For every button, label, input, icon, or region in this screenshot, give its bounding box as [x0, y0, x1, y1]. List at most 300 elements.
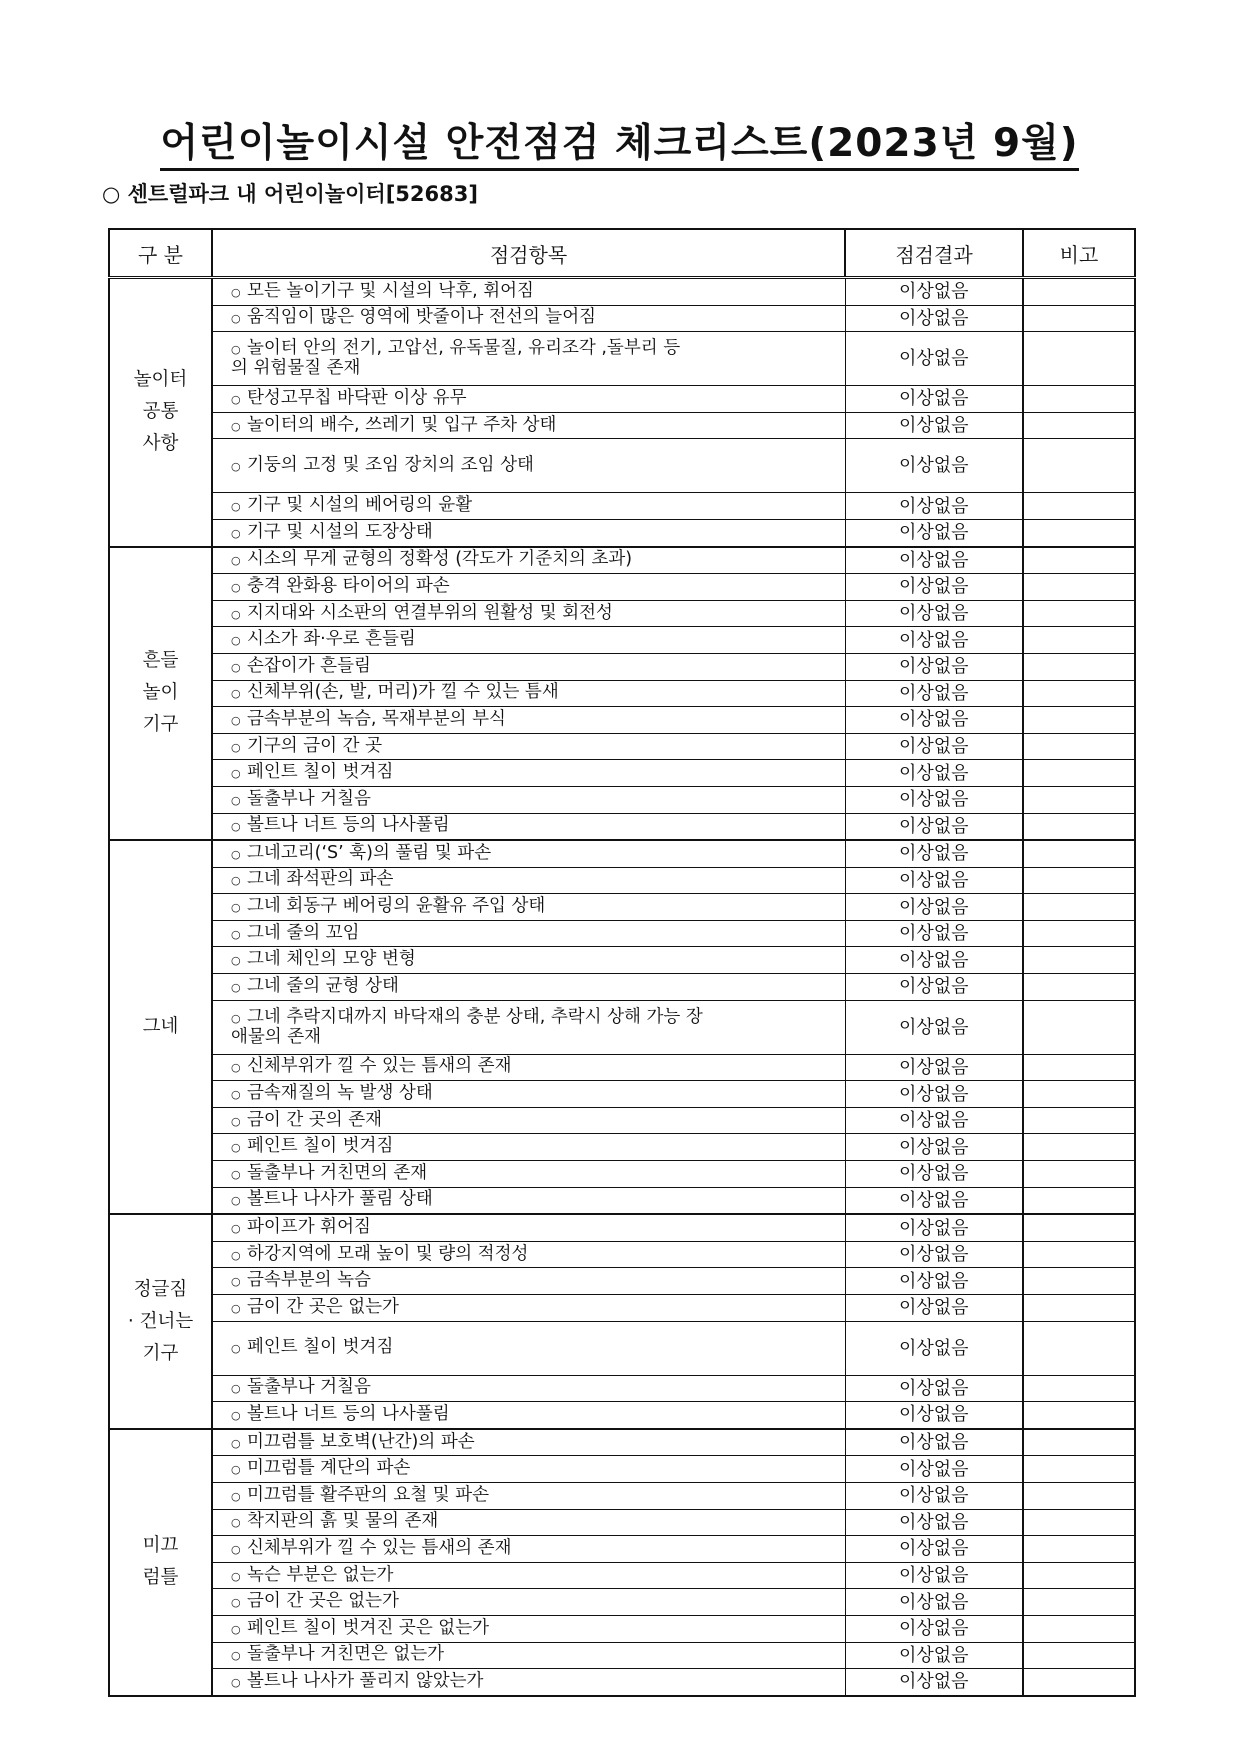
check-item-text: 미끄럼틀 계단의 파손 [247, 1458, 411, 1479]
check-item-text: 볼트나 너트 등의 나사풀림 [247, 1403, 450, 1424]
bullet-icon: ○ [231, 343, 241, 357]
result-cell: 이상없음 [845, 1321, 1023, 1375]
check-item-cell [212, 947, 845, 974]
check-item-cell [212, 305, 845, 332]
table-row [109, 574, 1135, 601]
note-cell [1023, 680, 1135, 707]
table-row [109, 493, 1135, 520]
note-cell [1023, 1562, 1135, 1589]
check-item-cell [212, 786, 845, 813]
result-cell: 이상없음 [845, 1642, 1023, 1669]
check-item-cell [212, 1187, 845, 1214]
bullet-icon: ○ [231, 526, 241, 540]
document-title-wrap [0, 112, 1239, 168]
bullet-icon: ○ [231, 1569, 241, 1583]
check-item-text: 볼트나 나사가 풀림 상태 [247, 1189, 433, 1210]
check-item-text: 지지대와 시소판의 연결부위의 원활성 및 회전성 [247, 602, 613, 623]
result-cell: 이상없음 [845, 1107, 1023, 1134]
table-row [109, 680, 1135, 707]
note-cell [1023, 707, 1135, 734]
check-item-text: 하강지역에 모래 높이 및 량의 적정성 [247, 1243, 529, 1264]
check-item-cell [212, 332, 845, 386]
note-cell [1023, 1456, 1135, 1483]
result-cell: 이상없음 [845, 519, 1023, 546]
check-item-cell [212, 920, 845, 947]
check-item-text: 금속부분의 녹슴, 목재부분의 부식 [247, 708, 506, 729]
bullet-icon: ○ [231, 1622, 241, 1636]
check-item-text: 신체부위(손, 발, 머리)가 낄 수 있는 틈새 [247, 682, 559, 703]
table-row [109, 1000, 1135, 1054]
result-cell: 이상없음 [845, 1295, 1023, 1322]
bullet-icon: ○ [231, 500, 241, 514]
result-cell: 이상없음 [845, 1429, 1023, 1456]
check-item-cell [212, 1642, 845, 1669]
check-item-cell [212, 813, 845, 840]
result-cell: 이상없음 [845, 840, 1023, 867]
check-item-cell [212, 1669, 845, 1696]
check-item-cell [212, 1268, 845, 1295]
bullet-icon: ○ [231, 847, 241, 861]
table-row [109, 1429, 1135, 1456]
check-item-cell [212, 547, 845, 574]
table-row [109, 1268, 1135, 1295]
bullet-icon: ○ [231, 767, 241, 781]
bullet-icon: ○ [231, 1542, 241, 1556]
bullet-icon: ○ [231, 687, 241, 701]
check-item-cell [212, 1000, 845, 1054]
note-cell [1023, 867, 1135, 894]
check-item-text: 충격 완화용 타이어의 파손 [247, 575, 450, 596]
check-item-text: 볼트나 너트 등의 나사풀림 [247, 815, 450, 836]
table-row [109, 1615, 1135, 1642]
table-row [109, 1295, 1135, 1322]
result-cell: 이상없음 [845, 760, 1023, 787]
note-cell [1023, 627, 1135, 654]
note-cell [1023, 947, 1135, 974]
check-item-cell [212, 627, 845, 654]
check-item-text: 볼트나 나사가 풀리지 않았는가 [247, 1670, 484, 1691]
header-note: 비고 [1023, 229, 1135, 278]
check-item-text: 페인트 칠이 벗겨짐 [247, 1136, 394, 1157]
table-row [109, 1375, 1135, 1402]
check-item-text: 놀이터의 배수, 쓰레기 및 입구 주차 상태 [247, 414, 557, 435]
note-cell [1023, 1482, 1135, 1509]
table-row [109, 1134, 1135, 1161]
table-row [109, 1482, 1135, 1509]
check-item-cell [212, 707, 845, 734]
check-item-cell [212, 1536, 845, 1563]
checklist-body [109, 278, 1135, 1696]
note-cell [1023, 1107, 1135, 1134]
table-row [109, 707, 1135, 734]
result-cell: 이상없음 [845, 1562, 1023, 1589]
check-item-text: 움직임이 많은 영역에 밧줄이나 전선의 늘어짐 [247, 307, 597, 328]
check-item-cell [212, 974, 845, 1001]
note-cell [1023, 1402, 1135, 1429]
result-cell: 이상없음 [845, 947, 1023, 974]
check-item-cell [212, 867, 845, 894]
check-item-cell [212, 519, 845, 546]
result-cell: 이상없음 [845, 412, 1023, 439]
result-cell: 이상없음 [845, 1669, 1023, 1696]
check-item-cell [212, 733, 845, 760]
note-cell [1023, 974, 1135, 1001]
table-row [109, 1241, 1135, 1268]
table-row [109, 733, 1135, 760]
check-item-text: 금이 간 곳은 없는가 [247, 1591, 399, 1612]
result-cell: 이상없음 [845, 600, 1023, 627]
result-cell: 이상없음 [845, 786, 1023, 813]
checklist-table [108, 228, 1136, 1697]
check-item-cell [212, 412, 845, 439]
table-row [109, 947, 1135, 974]
check-item-cell [212, 1107, 845, 1134]
check-item-text: 돌출부나 거친면은 없는가 [247, 1644, 445, 1665]
bullet-icon: ○ [231, 1061, 241, 1075]
table-row [109, 1081, 1135, 1108]
result-cell: 이상없음 [845, 547, 1023, 574]
note-cell [1023, 1375, 1135, 1402]
category-cell: 놀이터 공통 사항 [109, 278, 212, 547]
check-item-text: 기구 및 시설의 도장상태 [247, 521, 433, 542]
result-cell: 이상없음 [845, 493, 1023, 520]
note-cell [1023, 1615, 1135, 1642]
note-cell [1023, 653, 1135, 680]
result-cell: 이상없음 [845, 627, 1023, 654]
check-item-text: 손잡이가 흔들림 [247, 655, 371, 676]
result-cell: 이상없음 [845, 1214, 1023, 1241]
bullet-icon: ○ [231, 1489, 241, 1503]
bullet-icon: ○ [231, 1516, 241, 1530]
table-row [109, 1536, 1135, 1563]
bullet-icon: ○ [231, 1463, 241, 1477]
check-item-text: 금이 간 곳의 존재 [247, 1109, 383, 1130]
bullet-icon: ○ [231, 1382, 241, 1396]
check-item-text: 그네 체인의 모양 변형 [247, 949, 416, 970]
note-cell [1023, 519, 1135, 546]
result-cell: 이상없음 [845, 1081, 1023, 1108]
result-cell: 이상없음 [845, 305, 1023, 332]
table-row [109, 1161, 1135, 1188]
result-cell: 이상없음 [845, 653, 1023, 680]
table-row [109, 600, 1135, 627]
result-cell: 이상없음 [845, 894, 1023, 921]
result-cell: 이상없음 [845, 278, 1023, 306]
check-item-cell [212, 1429, 845, 1456]
note-cell [1023, 412, 1135, 439]
note-cell [1023, 386, 1135, 413]
check-item-cell [212, 574, 845, 601]
result-cell: 이상없음 [845, 974, 1023, 1001]
note-cell [1023, 439, 1135, 493]
check-item-cell [212, 894, 845, 921]
check-item-text: 페인트 칠이 벗겨짐 [247, 1337, 394, 1358]
check-item-text: 페인트 칠이 벗겨진 곳은 없는가 [247, 1617, 490, 1638]
note-cell [1023, 1669, 1135, 1696]
result-cell: 이상없음 [845, 920, 1023, 947]
table-row [109, 786, 1135, 813]
check-item-text: 기둥의 고정 및 조임 장치의 조임 상태 [247, 454, 534, 475]
table-row [109, 894, 1135, 921]
note-cell [1023, 493, 1135, 520]
note-cell [1023, 278, 1135, 306]
table-row [109, 1107, 1135, 1134]
check-item-cell [212, 680, 845, 707]
check-item-text: 돌출부나 거친면의 존재 [247, 1162, 428, 1183]
check-item-cell [212, 840, 845, 867]
check-item-text: 그네 추락지대까지 바닥재의 충분 상태, 추락시 상해 가능 장 애물의 존재 [231, 1006, 703, 1047]
table-row [109, 1054, 1135, 1081]
bullet-icon: ○ [231, 1675, 241, 1689]
note-cell [1023, 1054, 1135, 1081]
note-cell [1023, 305, 1135, 332]
bullet-icon: ○ [231, 1167, 241, 1181]
note-cell [1023, 1589, 1135, 1616]
check-item-text: 파이프가 휘어짐 [247, 1217, 371, 1238]
note-cell [1023, 1642, 1135, 1669]
bullet-icon: ○ [231, 459, 241, 473]
bullet-icon: ○ [231, 607, 241, 621]
note-cell [1023, 1241, 1135, 1268]
check-item-cell [212, 1134, 845, 1161]
header-row [109, 229, 1135, 278]
note-cell [1023, 547, 1135, 574]
check-item-text: 돌출부나 거칠음 [247, 1377, 371, 1398]
note-cell [1023, 1187, 1135, 1214]
check-item-cell [212, 653, 845, 680]
bullet-icon: ○ [231, 1194, 241, 1208]
result-cell: 이상없음 [845, 707, 1023, 734]
check-item-text: 그네 줄의 균형 상태 [247, 975, 399, 996]
check-item-text: 시소가 좌·우로 흔들림 [247, 629, 416, 650]
table-row [109, 386, 1135, 413]
check-item-text: 기구 및 시설의 베어링의 윤활 [247, 495, 473, 516]
bullet-icon: ○ [231, 1342, 241, 1356]
table-row [109, 547, 1135, 574]
result-cell: 이상없음 [845, 439, 1023, 493]
note-cell [1023, 840, 1135, 867]
check-item-text: 기구의 금이 간 곳 [247, 735, 383, 756]
note-cell [1023, 1509, 1135, 1536]
bullet-icon: ○ [231, 1141, 241, 1155]
check-item-text: 돌출부나 거칠음 [247, 788, 371, 809]
table-row [109, 840, 1135, 867]
category-cell: 미끄 럼틀 [109, 1429, 212, 1696]
header-result: 점검결과 [845, 229, 1023, 278]
bullet-icon: ○ [231, 874, 241, 888]
table-row [109, 332, 1135, 386]
table-row [109, 1402, 1135, 1429]
result-cell: 이상없음 [845, 386, 1023, 413]
result-cell: 이상없음 [845, 1268, 1023, 1295]
note-cell [1023, 1081, 1135, 1108]
note-cell [1023, 1161, 1135, 1188]
result-cell: 이상없음 [845, 1615, 1023, 1642]
table-row [109, 305, 1135, 332]
check-item-cell [212, 1054, 845, 1081]
bullet-icon: ○ [231, 954, 241, 968]
bullet-icon: ○ [231, 312, 241, 326]
note-cell [1023, 733, 1135, 760]
bullet-icon: ○ [231, 419, 241, 433]
bullet-icon: ○ [231, 634, 241, 648]
bullet-icon: ○ [231, 1301, 241, 1315]
bullet-icon: ○ [231, 901, 241, 915]
note-cell [1023, 1268, 1135, 1295]
category-cell: 그네 [109, 840, 212, 1214]
table-row [109, 1589, 1135, 1616]
check-item-cell [212, 1081, 845, 1108]
table-row [109, 920, 1135, 947]
check-item-text: 놀이터 안의 전기, 고압선, 유독물질, 유리조각 ,돌부리 등 의 위험물질 존재 [231, 338, 681, 379]
check-item-cell [212, 1321, 845, 1375]
check-item-cell [212, 278, 845, 306]
check-item-cell [212, 600, 845, 627]
check-item-cell [212, 1214, 845, 1241]
table-row [109, 1456, 1135, 1483]
check-item-cell [212, 1456, 845, 1483]
result-cell: 이상없음 [845, 680, 1023, 707]
table-row [109, 278, 1135, 306]
check-item-text: 신체부위가 낄 수 있는 틈새의 존재 [247, 1537, 512, 1558]
table-row [109, 1214, 1135, 1241]
note-cell [1023, 1295, 1135, 1322]
table-row [109, 439, 1135, 493]
check-item-text: 착지판의 흙 및 물의 존재 [247, 1511, 439, 1532]
note-cell [1023, 332, 1135, 386]
result-cell: 이상없음 [845, 1134, 1023, 1161]
result-cell: 이상없음 [845, 1402, 1023, 1429]
result-cell: 이상없음 [845, 1054, 1023, 1081]
bullet-icon: ○ [231, 980, 241, 994]
bullet-icon: ○ [231, 1011, 241, 1025]
check-item-cell [212, 1509, 845, 1536]
bullet-icon: ○ [231, 927, 241, 941]
document-title: 어린이놀이시설 안전점검 체크리스트(2023년 9월) [160, 121, 1078, 171]
check-item-cell [212, 1482, 845, 1509]
bullet-icon: ○ [231, 1248, 241, 1262]
bullet-icon: ○ [231, 793, 241, 807]
result-cell: 이상없음 [845, 1456, 1023, 1483]
check-item-text: 미끄럼틀 보호벽(난간)의 파손 [247, 1431, 475, 1452]
table-row [109, 1562, 1135, 1589]
table-row [109, 1642, 1135, 1669]
result-cell: 이상없음 [845, 1187, 1023, 1214]
note-cell [1023, 1000, 1135, 1054]
check-item-text: 그네 좌석판의 파손 [247, 869, 394, 890]
note-cell [1023, 894, 1135, 921]
check-item-text: 녹슨 부분은 없는가 [247, 1564, 394, 1585]
check-item-text: 신체부위가 낄 수 있는 틈새의 존재 [247, 1056, 512, 1077]
table-row [109, 813, 1135, 840]
location-subtitle: ○ 센트럴파크 내 어린이놀이터[52683] [102, 182, 478, 206]
note-cell [1023, 1536, 1135, 1563]
bullet-icon: ○ [231, 1436, 241, 1450]
check-item-cell [212, 439, 845, 493]
bullet-icon: ○ [231, 740, 241, 754]
check-item-text: 모든 놀이기구 및 시설의 낙후, 휘어짐 [247, 280, 534, 301]
result-cell: 이상없음 [845, 1375, 1023, 1402]
result-cell: 이상없음 [845, 574, 1023, 601]
check-item-cell [212, 1161, 845, 1188]
table-row [109, 1509, 1135, 1536]
check-item-cell [212, 1402, 845, 1429]
result-cell: 이상없음 [845, 867, 1023, 894]
note-cell [1023, 1429, 1135, 1456]
table-row [109, 760, 1135, 787]
note-cell [1023, 1321, 1135, 1375]
check-item-text: 금속재질의 녹 발생 상태 [247, 1083, 433, 1104]
bullet-icon: ○ [231, 285, 241, 299]
table-row [109, 1321, 1135, 1375]
result-cell: 이상없음 [845, 1241, 1023, 1268]
note-cell [1023, 574, 1135, 601]
note-cell [1023, 1134, 1135, 1161]
bullet-icon: ○ [231, 1408, 241, 1422]
bullet-icon: ○ [231, 1275, 241, 1289]
result-cell: 이상없음 [845, 1482, 1023, 1509]
bullet-icon: ○ [231, 820, 241, 834]
note-cell [1023, 1214, 1135, 1241]
bullet-icon: ○ [231, 713, 241, 727]
result-cell: 이상없음 [845, 733, 1023, 760]
result-cell: 이상없음 [845, 332, 1023, 386]
check-item-text: 그네 회동구 베어링의 윤활유 주입 상태 [247, 896, 546, 917]
check-item-text: 탄성고무칩 바닥판 이상 유무 [247, 387, 467, 408]
check-item-cell [212, 1589, 845, 1616]
table-row [109, 627, 1135, 654]
result-cell: 이상없음 [845, 1000, 1023, 1054]
bullet-icon: ○ [231, 1649, 241, 1663]
check-item-text: 페인트 칠이 벗겨짐 [247, 762, 394, 783]
check-item-text: 시소의 무게 균형의 정확성 (각도가 기준치의 초과) [247, 549, 633, 570]
check-item-cell [212, 1295, 845, 1322]
check-item-cell [212, 1241, 845, 1268]
result-cell: 이상없음 [845, 1536, 1023, 1563]
bullet-icon: ○ [231, 392, 241, 406]
check-item-cell [212, 493, 845, 520]
table-row [109, 412, 1135, 439]
check-item-text: 그네고리(‘S’ 훅)의 풀림 및 파손 [247, 842, 492, 863]
bullet-icon: ○ [231, 1596, 241, 1610]
note-cell [1023, 760, 1135, 787]
table-row [109, 974, 1135, 1001]
check-item-cell [212, 1375, 845, 1402]
bullet-icon: ○ [231, 1088, 241, 1102]
table-row [109, 653, 1135, 680]
category-cell: 흔들 놀이 기구 [109, 547, 212, 841]
check-item-text: 금이 간 곳은 없는가 [247, 1296, 399, 1317]
check-item-text: 그네 줄의 꼬임 [247, 922, 360, 943]
check-item-cell [212, 760, 845, 787]
check-item-cell [212, 386, 845, 413]
table-row [109, 1187, 1135, 1214]
category-cell: 정글짐 · 건너는 기구 [109, 1214, 212, 1429]
bullet-icon: ○ [231, 554, 241, 568]
note-cell [1023, 600, 1135, 627]
table-row [109, 1669, 1135, 1696]
header-item: 점검항목 [212, 229, 845, 278]
result-cell: 이상없음 [845, 1509, 1023, 1536]
note-cell [1023, 920, 1135, 947]
bullet-icon: ○ [231, 1114, 241, 1128]
check-item-text: 금속부분의 녹슴 [247, 1270, 371, 1291]
note-cell [1023, 786, 1135, 813]
check-item-text: 미끄럼틀 활주판의 요철 및 파손 [247, 1484, 490, 1505]
bullet-icon: ○ [231, 580, 241, 594]
result-cell: 이상없음 [845, 813, 1023, 840]
result-cell: 이상없음 [845, 1161, 1023, 1188]
